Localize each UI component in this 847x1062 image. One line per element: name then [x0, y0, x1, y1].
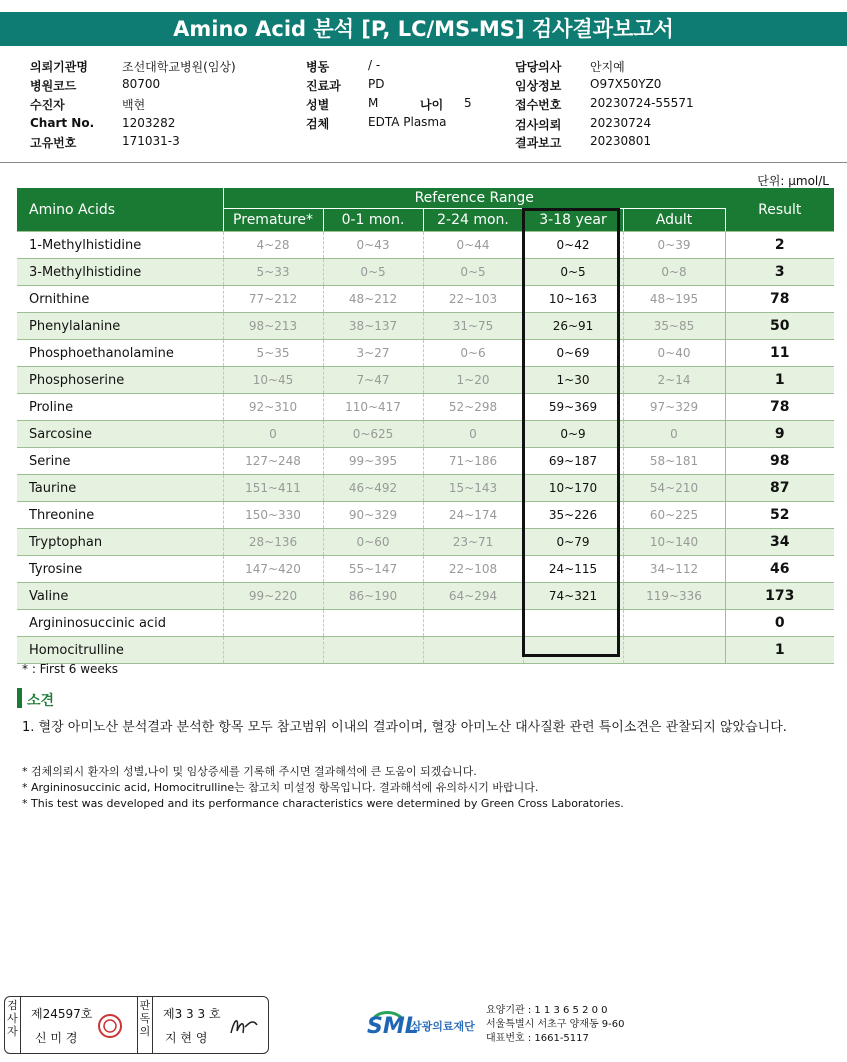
reference-range-cell: 0~5 — [523, 259, 623, 286]
reference-range-cell — [223, 637, 323, 664]
notes — [22, 764, 624, 812]
reference-range-cell — [323, 610, 423, 637]
unique-value: 171031-3 — [122, 134, 180, 148]
reference-range-cell: 22~103 — [423, 286, 523, 313]
specimen-label: 검체 — [306, 117, 330, 131]
lab-phone: 대표번호 : 1661-5117 — [486, 1033, 589, 1044]
table-row — [17, 583, 834, 610]
header-result: Result — [725, 188, 834, 232]
table-row — [17, 637, 834, 664]
opinion-text: 1. 혈장 아미노산 분석결과 분석한 항목 모두 참고범위 이내의 결과이며, 혈장 아미노산 대사질환 관련 특이소견은 관찰되지 않았습니다. — [22, 720, 787, 735]
reference-range-cell: 97~329 — [623, 394, 725, 421]
reference-range-cell: 0~44 — [423, 232, 523, 259]
amino-acid-name: 1-Methylhistidine — [17, 232, 223, 259]
amino-acid-name: Ornithine — [17, 286, 223, 313]
reference-range-cell: 0 — [623, 421, 725, 448]
result-value: 2 — [725, 232, 834, 259]
reference-range-cell — [323, 637, 423, 664]
reference-range-cell: 60~225 — [623, 502, 725, 529]
unique-label: 고유번호 — [30, 136, 77, 150]
reference-range-cell: 48~195 — [623, 286, 725, 313]
institution-value: 조선대학교병원(임상) — [122, 60, 236, 74]
result-value: 34 — [725, 529, 834, 556]
reference-range-cell: 5~35 — [223, 340, 323, 367]
dept-label: 진료과 — [306, 79, 341, 93]
reference-range-cell: 99~220 — [223, 583, 323, 610]
lab-code: 요양기관 : 1 1 3 6 5 2 0 0 — [486, 1005, 608, 1016]
amino-acid-name: Homocitrulline — [17, 637, 223, 664]
reference-range-cell: 92~310 — [223, 394, 323, 421]
chart-label: Chart No. — [30, 116, 95, 130]
header-reference-range: Reference Range — [223, 188, 725, 209]
reference-range-cell: 31~75 — [423, 313, 523, 340]
amino-acid-name: Phosphoethanolamine — [17, 340, 223, 367]
table-row — [17, 610, 834, 637]
reference-range-cell: 0~6 — [423, 340, 523, 367]
age-label: 나이 — [420, 98, 444, 112]
chart-value: 1203282 — [122, 116, 176, 130]
unit-label: 단위: μmol/L — [757, 174, 829, 188]
hospital-code-label: 병원코드 — [30, 79, 77, 93]
opinion-marker — [17, 688, 22, 708]
doctor-value: 안지예 — [590, 60, 625, 74]
recipient-label: 수진자 — [30, 98, 65, 112]
reference-range-cell: 0~9 — [523, 421, 623, 448]
reference-range-cell: 24~115 — [523, 556, 623, 583]
reference-range-cell: 34~112 — [623, 556, 725, 583]
dept-value: PD — [368, 77, 385, 91]
recipient-value: 백현 — [122, 98, 146, 112]
opinion-title: 소견 — [27, 693, 55, 709]
reference-range-cell: 55~147 — [323, 556, 423, 583]
header-range-3-18-year: 3-18 year — [523, 209, 623, 232]
reference-range-cell: 64~294 — [423, 583, 523, 610]
reference-range-cell: 0 — [223, 421, 323, 448]
sml-logo — [367, 1006, 475, 1046]
result-value: 1 — [725, 367, 834, 394]
reference-range-cell: 15~143 — [423, 475, 523, 502]
patient-info — [0, 56, 847, 156]
amino-acid-name: Tryptophan — [17, 529, 223, 556]
reference-range-cell: 1~30 — [523, 367, 623, 394]
result-value: 52 — [725, 502, 834, 529]
reference-range-cell — [223, 610, 323, 637]
reference-range-cell — [423, 637, 523, 664]
result-value: 0 — [725, 610, 834, 637]
amino-acid-name: Argininosuccinic acid — [17, 610, 223, 637]
note-3: * This test was developed and its performance characteristics were determined by Green Cross Laboratories. — [22, 797, 624, 810]
reference-range-cell: 35~85 — [623, 313, 725, 340]
reference-range-cell: 2~14 — [623, 367, 725, 394]
seal-icon — [97, 1013, 123, 1039]
reference-range-cell: 5~33 — [223, 259, 323, 286]
result-value: 87 — [725, 475, 834, 502]
signature-icon — [227, 1013, 261, 1039]
result-value: 11 — [725, 340, 834, 367]
table-row — [17, 286, 834, 313]
signature-box — [4, 996, 269, 1054]
amino-acid-name: Valine — [17, 583, 223, 610]
reference-range-cell: 0~39 — [623, 232, 725, 259]
reviewer-label: 판독의 — [137, 997, 153, 1053]
report-title: Amino Acid 분석 [P, LC/MS-MS] 검사결과보고서 — [0, 12, 847, 46]
reference-range-cell: 0 — [423, 421, 523, 448]
header-range-premature: Premature* — [223, 209, 323, 232]
reference-range-cell: 0~5 — [423, 259, 523, 286]
reference-range-cell: 151~411 — [223, 475, 323, 502]
receipt-value: 20230724-55571 — [590, 96, 694, 110]
reference-range-cell: 1~20 — [423, 367, 523, 394]
request-value: 20230724 — [590, 116, 652, 130]
sex-label: 성별 — [306, 98, 330, 112]
logo-text: SML — [367, 1014, 419, 1039]
result-value: 46 — [725, 556, 834, 583]
receipt-label: 접수번호 — [515, 98, 562, 112]
ward-label: 병동 — [306, 60, 330, 74]
reference-range-cell: 10~170 — [523, 475, 623, 502]
hospital-code-value: 80700 — [122, 77, 161, 91]
lab-location: 서울특별시 서초구 양재동 9-60 — [486, 1019, 625, 1030]
reference-range-cell: 22~108 — [423, 556, 523, 583]
reference-range-cell: 0~60 — [323, 529, 423, 556]
reference-range-cell: 99~395 — [323, 448, 423, 475]
request-label: 검사의뢰 — [515, 118, 562, 132]
reference-range-cell: 54~210 — [623, 475, 725, 502]
reference-range-cell — [623, 637, 725, 664]
reference-range-cell: 7~47 — [323, 367, 423, 394]
result-value: 1 — [725, 637, 834, 664]
footnote: * : First 6 weeks — [22, 662, 118, 676]
reviewer-name: 지 현 영 — [165, 1031, 208, 1045]
reference-range-cell: 23~71 — [423, 529, 523, 556]
reference-range-cell — [423, 610, 523, 637]
amino-acid-table — [17, 188, 834, 664]
table-row — [17, 421, 834, 448]
reference-range-cell: 147~420 — [223, 556, 323, 583]
result-value: 78 — [725, 286, 834, 313]
sex-value: M — [368, 96, 379, 110]
reference-range-cell: 0~42 — [523, 232, 623, 259]
table-row — [17, 556, 834, 583]
reference-range-cell: 98~213 — [223, 313, 323, 340]
result-value: 173 — [725, 583, 834, 610]
inspector-label: 검사자 — [5, 997, 21, 1053]
amino-acid-name: Phosphoserine — [17, 367, 223, 394]
reference-range-cell: 150~330 — [223, 502, 323, 529]
footer — [0, 996, 847, 1056]
note-1: * 검체의뢰시 환자의 성별,나이 및 임상증세를 기록해 주시면 결과해석에 큰 도움이 되겠습니다. — [22, 765, 477, 778]
table-row — [17, 475, 834, 502]
table-row — [17, 367, 834, 394]
result-value: 9 — [725, 421, 834, 448]
reference-range-cell: 10~140 — [623, 529, 725, 556]
reference-range-cell: 52~298 — [423, 394, 523, 421]
reference-range-cell: 90~329 — [323, 502, 423, 529]
reference-range-cell: 58~181 — [623, 448, 725, 475]
reviewer-no: 제3 3 3 호 — [163, 1007, 221, 1021]
table-row — [17, 340, 834, 367]
reference-range-cell: 110~417 — [323, 394, 423, 421]
result-value: 98 — [725, 448, 834, 475]
reference-range-cell: 10~45 — [223, 367, 323, 394]
reference-range-cell: 0~79 — [523, 529, 623, 556]
header-range-adult: Adult — [623, 209, 725, 232]
doctor-label: 담당의사 — [515, 60, 562, 74]
reference-range-cell: 0~43 — [323, 232, 423, 259]
amino-acid-name: Serine — [17, 448, 223, 475]
reference-range-cell: 48~212 — [323, 286, 423, 313]
inspector-name: 신 미 경 — [35, 1031, 78, 1045]
reference-range-cell — [523, 610, 623, 637]
clinical-value: O97X50YZ0 — [590, 77, 662, 91]
divider — [0, 162, 847, 163]
reference-range-cell: 59~369 — [523, 394, 623, 421]
reference-range-cell: 24~174 — [423, 502, 523, 529]
amino-acid-name: 3-Methylhistidine — [17, 259, 223, 286]
table-row — [17, 448, 834, 475]
reference-range-cell: 86~190 — [323, 583, 423, 610]
reference-range-cell: 35~226 — [523, 502, 623, 529]
reference-range-cell: 0~625 — [323, 421, 423, 448]
clinical-label: 임상정보 — [515, 79, 562, 93]
reference-range-cell: 74~321 — [523, 583, 623, 610]
reference-range-cell — [523, 637, 623, 664]
reference-range-cell: 71~186 — [423, 448, 523, 475]
table-row — [17, 394, 834, 421]
table-row — [17, 529, 834, 556]
amino-acid-name: Phenylalanine — [17, 313, 223, 340]
reference-range-cell — [623, 610, 725, 637]
table-row — [17, 232, 834, 259]
reference-range-cell: 0~5 — [323, 259, 423, 286]
amino-acid-name: Sarcosine — [17, 421, 223, 448]
table-row — [17, 502, 834, 529]
reference-range-cell: 26~91 — [523, 313, 623, 340]
reference-range-cell: 127~248 — [223, 448, 323, 475]
result-value: 3 — [725, 259, 834, 286]
reference-range-cell: 46~492 — [323, 475, 423, 502]
reference-range-cell: 119~336 — [623, 583, 725, 610]
reference-range-cell: 4~28 — [223, 232, 323, 259]
amino-acid-name: Tyrosine — [17, 556, 223, 583]
table-row — [17, 259, 834, 286]
reference-range-cell: 10~163 — [523, 286, 623, 313]
reference-range-cell: 0~69 — [523, 340, 623, 367]
reference-range-cell: 3~27 — [323, 340, 423, 367]
reference-range-cell: 28~136 — [223, 529, 323, 556]
specimen-value: EDTA Plasma — [368, 115, 447, 129]
result-value: 78 — [725, 394, 834, 421]
reference-range-cell: 77~212 — [223, 286, 323, 313]
inspector-no: 제24597호 — [31, 1007, 93, 1021]
ward-value: / - — [368, 58, 381, 72]
amino-acid-name: Threonine — [17, 502, 223, 529]
header-range-2-24-mon: 2-24 mon. — [423, 209, 523, 232]
logo-name: 삼광의료재단 — [411, 1020, 475, 1033]
report-value: 20230801 — [590, 134, 652, 148]
note-2: * Argininosuccinic acid, Homocitrulline는 참고치 미설정 항목입니다. 결과해석에 유의하시기 바랍니다. — [22, 781, 539, 794]
amino-acid-name: Taurine — [17, 475, 223, 502]
header-range-0-1-mon: 0-1 mon. — [323, 209, 423, 232]
reference-range-cell: 0~8 — [623, 259, 725, 286]
reference-range-cell: 38~137 — [323, 313, 423, 340]
lab-address — [486, 1004, 625, 1046]
result-value: 50 — [725, 313, 834, 340]
reference-range-cell: 0~40 — [623, 340, 725, 367]
institution-label: 의뢰기관명 — [30, 60, 88, 74]
table-row — [17, 313, 834, 340]
report-label: 결과보고 — [515, 136, 562, 150]
age-value: 5 — [464, 96, 472, 110]
amino-acid-name: Proline — [17, 394, 223, 421]
reference-range-cell: 69~187 — [523, 448, 623, 475]
header-amino-acids: Amino Acids — [17, 188, 223, 232]
